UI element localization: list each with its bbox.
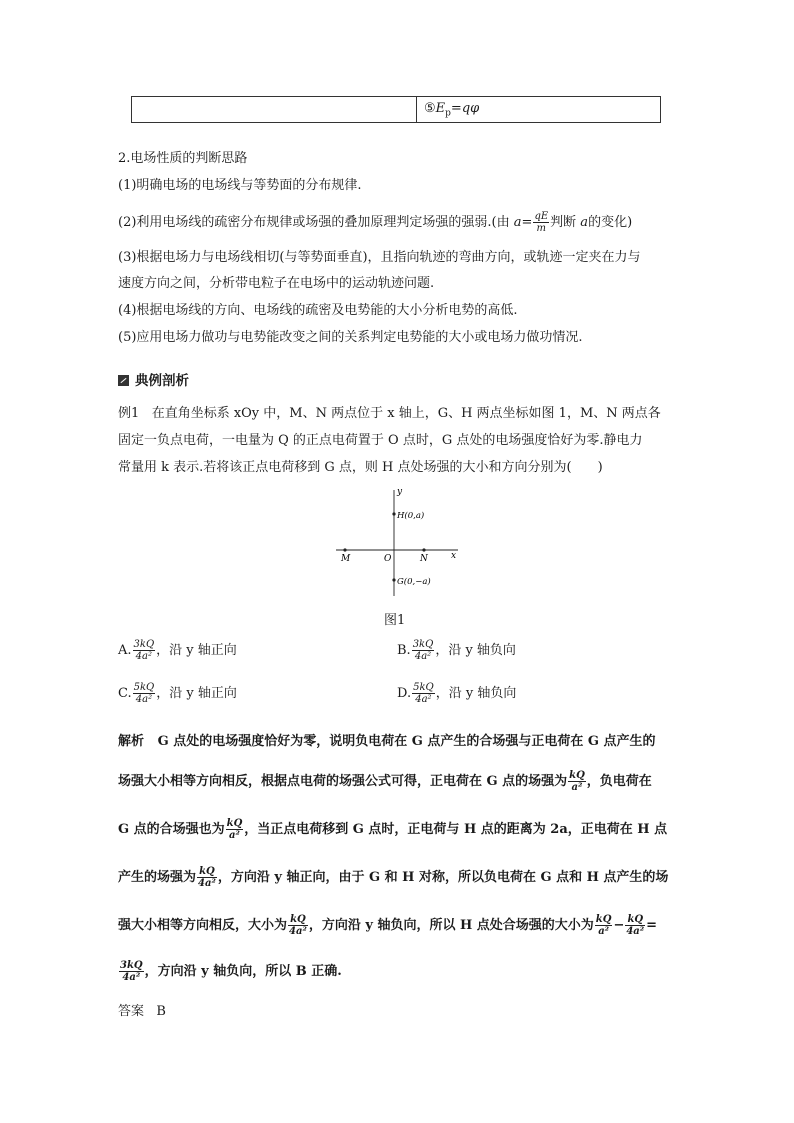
- h-label: H(0,a): [397, 511, 425, 521]
- solution-label: 解析: [118, 734, 145, 749]
- energy-symbol: E: [435, 101, 446, 116]
- answer-value: B: [156, 1004, 166, 1019]
- figure-caption: 图1: [384, 613, 406, 628]
- item-3-line1: (3)根据电场力与电场线相切(与等势面垂直)，且指向轨迹的弯曲方向，或轨迹一定夹在力与: [118, 250, 641, 265]
- option-d[interactable]: D. $\frac{5kQ}{\text{4a²}}$ ，沿 y 轴负向: [397, 682, 517, 705]
- option-d-fraction: $\frac{5kQ}{\text{4a²}}$: [413, 682, 434, 705]
- point-g: [392, 578, 395, 581]
- frac-kq-a2-3: $\frac{kQ}{\text{a²}}$: [595, 914, 612, 937]
- x-label: x: [451, 551, 457, 561]
- answer-label: 答案: [118, 1004, 145, 1019]
- table-cell-potential-energy: [424, 101, 479, 119]
- table-divider: [416, 97, 417, 122]
- example-line3: 常量用 k 表示.若将该正点电荷移到 G 点，则 H 点处场强的大小和方向分别为( ): [118, 460, 603, 475]
- item-1: (1)明确电场的电场线与等势面的分布规律.: [118, 178, 362, 193]
- item-2-text: (2)利用电场线的疏密分布规律或场强的叠加原理判定场强的强弱.(由: [118, 215, 510, 230]
- solution-line5: 强大小相等方向相反，大小为 $\frac{kQ}{\text{4a²}}$ ，方向沿 y 轴负向，所以 H 点处合场强的大小为 $\frac{kQ}{\text{a²}}$ − $\frac{kQ}{\text{4a²}}$ =: [118, 914, 658, 937]
- option-b-fraction: $\frac{3kQ}{\text{4a²}}$: [412, 639, 434, 662]
- frac-kq-4a2: $\frac{kQ}{\text{4a²}}$: [198, 866, 216, 889]
- section-heading: 典例剖析: [118, 369, 189, 389]
- frac-3kq-4a2: $\frac{3kQ}{\text{4a²}}$: [120, 960, 143, 983]
- answer-line: [118, 1003, 166, 1021]
- circled-number: ⑤: [424, 101, 436, 116]
- example-line2: 固定一负点电荷，一电量为 Q 的正点电荷置于 O 点时，G 点处的电场强度恰好为零.静电力: [118, 433, 643, 448]
- fraction-qe-m: $\frac{qE}{m}$: [534, 211, 549, 234]
- frac-kq-a2: $\frac{kQ}{\text{a²}}$: [569, 770, 585, 793]
- point-n: [422, 548, 425, 551]
- g-label: G(0,−a): [397, 577, 431, 587]
- section2-title: 2.电场性质的判断思路: [118, 151, 248, 166]
- solution-line1: 解析 G 点处的电场强度恰好为零，说明负电荷在 G 点产生的合场强与正电荷在 G 点产生的: [118, 734, 656, 749]
- solution-line3: G 点的合场强也为 $\frac{kQ}{\text{a²}}$ ，当正点电荷移到 G 点时，正电荷与 H 点的距离为 2a，正电荷在 H 点: [118, 818, 668, 841]
- item-2: [118, 211, 632, 234]
- option-c[interactable]: C. $\frac{5kQ}{\text{4a²}}$ ，沿 y 轴正向: [118, 682, 237, 705]
- item-5: (5)应用电场力做功与电势能改变之间的关系判定电势能的大小或电场力做功情况.: [118, 330, 583, 345]
- frac-kq-4a2-2: $\frac{kQ}{\text{4a²}}$: [289, 914, 307, 937]
- point-m: [343, 548, 346, 551]
- item-3-line2: 速度方向之间，分析带电粒子在电场中的运动轨迹问题.: [118, 276, 435, 291]
- point-h: [392, 512, 395, 515]
- solution-line6: $\frac{3kQ}{\text{4a²}}$ ，方向沿 y 轴负向，所以 B 正确.: [120, 960, 342, 983]
- formula-rhs: qφ: [461, 101, 480, 116]
- item-4: (4)根据电场线的方向、电场线的疏密及电势能的大小分析电势的高低.: [118, 303, 518, 318]
- option-b[interactable]: B. $\frac{3kQ}{\text{4a²}}$ ，沿 y 轴负向: [397, 639, 516, 662]
- solution-line4: 产生的场强为 $\frac{kQ}{\text{4a²}}$ ，方向沿 y 轴正向，由于 G 和 H 对称，所以负电荷在 G 点和 H 点产生的场: [118, 866, 669, 889]
- figure-coordinate-axes: [330, 484, 465, 599]
- var-a-2: a: [580, 215, 589, 230]
- origin-label: O: [384, 554, 392, 564]
- section-marker-icon: [118, 375, 129, 386]
- y-label: y: [397, 487, 403, 497]
- n-label: N: [420, 554, 428, 564]
- equals-sign: =: [450, 101, 462, 116]
- formula-table-row: [131, 96, 661, 123]
- var-a: a: [513, 215, 522, 230]
- item-2-judge: 判断: [550, 215, 577, 230]
- example-line1: 例1 在直角坐标系 xOy 中，M、N 两点位于 x 轴上，G、H 两点坐标如图 1，M、N 两点各: [118, 406, 661, 421]
- option-a[interactable]: A. $\frac{3kQ}{\text{4a²}}$ ，沿 y 轴正向: [118, 639, 237, 662]
- option-c-fraction: $\frac{5kQ}{\text{4a²}}$: [133, 682, 155, 705]
- item-2-end: 的变化): [588, 215, 633, 230]
- solution-line2: 场强大小相等方向相反，根据点电荷的场强公式可得，正电荷在 G 点的场强为 $\frac{kQ}{\text{a²}}$ ，负电荷在: [118, 770, 652, 793]
- example-label: 例1: [118, 406, 140, 421]
- m-label: M: [341, 554, 351, 564]
- energy-subscript: p: [445, 108, 451, 119]
- equals: =: [521, 215, 533, 230]
- option-a-fraction: $\frac{3kQ}{\text{4a²}}$: [133, 639, 155, 662]
- frac-kq-a2-2: $\frac{kQ}{\text{a²}}$: [226, 818, 243, 841]
- frac-kq-4a2-3: $\frac{kQ}{\text{4a²}}$: [626, 914, 645, 937]
